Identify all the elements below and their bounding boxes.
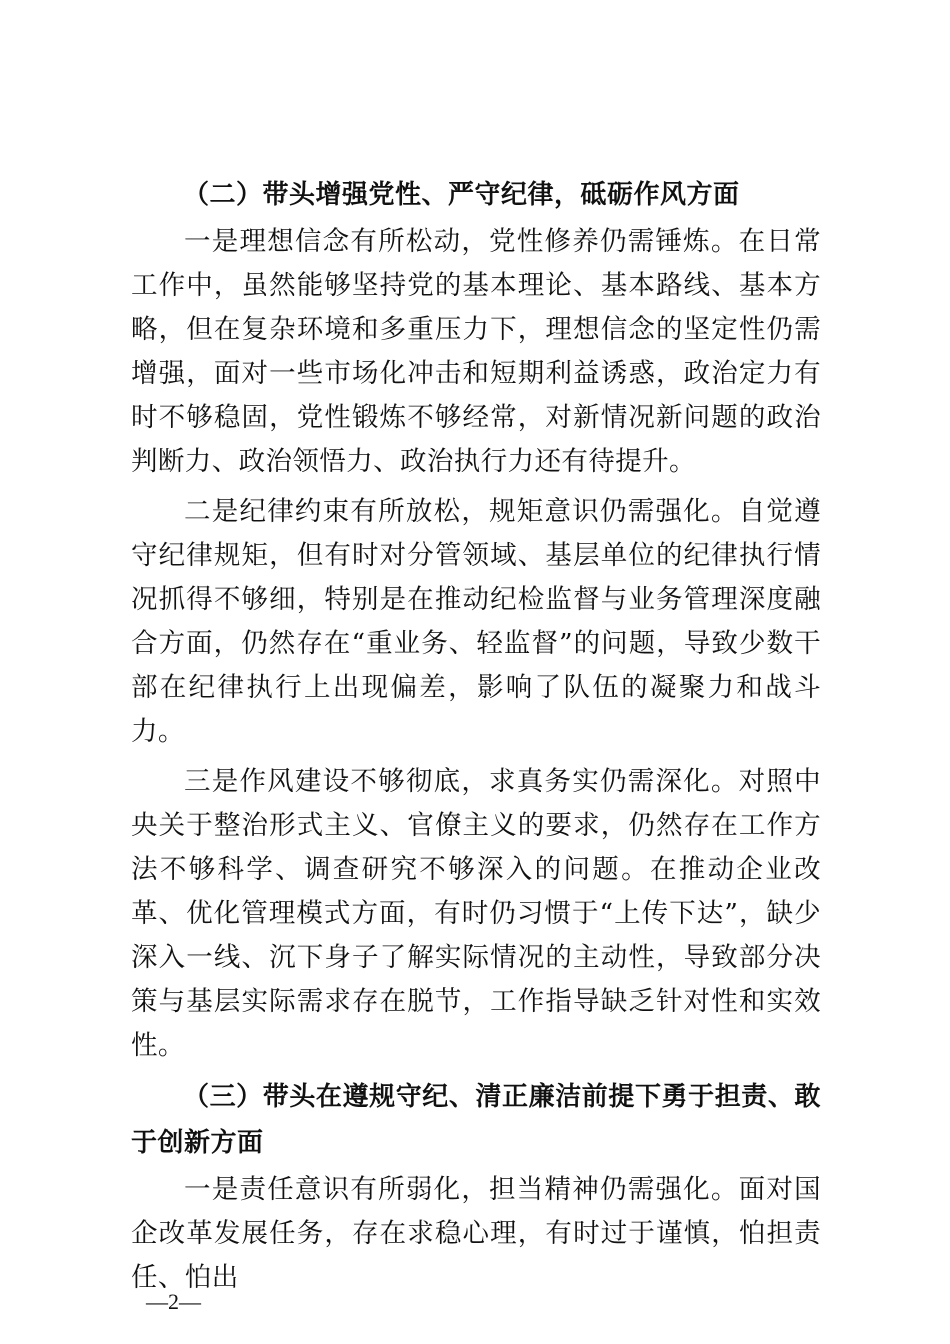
paragraph-2-2: 二是纪律约束有所放松，规矩意识仍需强化。自觉遵守纪律规矩，但有时对分管领域、基层单位的纪律执行情况抓得不够细，特别是在推动纪检监督与业务管理深度融合方面，仍然存在“重业务、轻监督”的问题，导致少数干部在纪律执行上出现偏差，影响了队伍的凝聚力和战斗力。: [131, 496, 821, 747]
document-body: [131, 172, 821, 1300]
paragraph-3-1: 一是责任意识有所弱化，担当精神仍需强化。面对国企改革发展任务，存在求稳心理，有时过于谨慎，怕担责任、怕出: [131, 1174, 821, 1293]
section-heading-3: （三）带头在遵规守纪、清正廉洁前提下勇于担责、敢于创新方面: [131, 1082, 821, 1158]
paragraph-2-1: 一是理想信念有所松动，党性修养仍需锤炼。在日常工作中，虽然能够坚持党的基本理论、基本路线、基本方略，但在复杂环境和多重压力下，理想信念的坚定性仍需增强，面对一些市场化冲击和短期利益诱惑，政治定力有时不够稳固，党性锻炼不够经常，对新情况新问题的政治判断力、政治领悟力、政治执行力还有待提升。: [131, 226, 821, 477]
section-heading-2: （二）带头增强党性、严守纪律，砥砺作风方面: [183, 180, 740, 210]
page-number: —2—: [146, 1289, 201, 1314]
paragraph-2-3: 三是作风建设不够彻底，求真务实仍需深化。对照中央关于整治形式主义、官僚主义的要求，仍然存在工作方法不够科学、调查研究不够深入的问题。在推动企业改革、优化管理模式方面，有时仍习惯于“上传下达”，缺少深入一线、沉下身子了解实际情况的主动性，导致部分决策与基层实际需求存在脱节，工作指导缺乏针对性和实效性。: [131, 766, 821, 1061]
